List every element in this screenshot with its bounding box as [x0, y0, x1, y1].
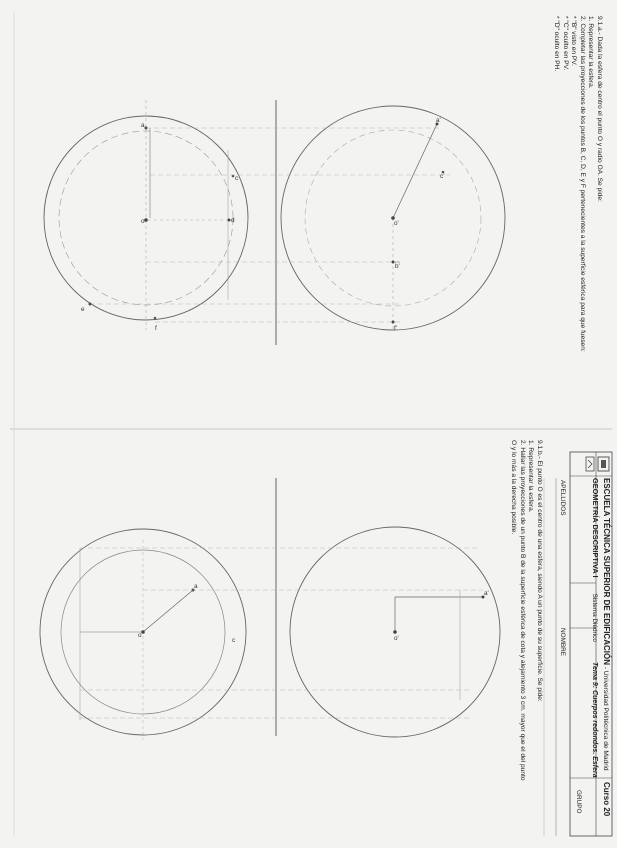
label-c-h: c [235, 175, 239, 182]
label-f-h: f [155, 325, 157, 332]
school-name: ESCUELA TÉCNICA SUPERIOR DE EDIFICACIÓN [602, 478, 611, 665]
topic-name: Tema 9: Cuerpos redondos. Esfera [591, 661, 598, 778]
course-label: Curso 20 [602, 782, 611, 817]
label-f-v: f' [394, 325, 397, 332]
nombre-label: NOMBRE [559, 628, 566, 657]
university-name: - Universidad Politécnica de Madrid [602, 664, 609, 771]
exercise-a-title: 9.1.a.- Dada la esfera de centro el punto O y radio OA. Se pide: [596, 16, 603, 202]
exercise-a-item-2: 2. Completar las proyecciones de los puntos B, C, D, E y F pertenecientes a la superficie esférica para que fuesen: [578, 16, 586, 352]
label-b-a-v: a' [484, 590, 489, 597]
exercise-b-item-2: 2. Hallar las proyecciones de un punto B de la superficie esférica de cota y alejamiento 3 cm. mayor que el del punto [518, 440, 526, 781]
label-a-h: a [141, 122, 145, 129]
exercise-a-item-5: * "D" oculto en PH. [553, 16, 561, 72]
exercise-a-statement [551, 16, 603, 352]
apellidos-label: APELLIDOS [559, 480, 566, 516]
label-b-o-h: o [138, 632, 142, 639]
label-b-a-h: a [194, 583, 198, 590]
exercise-b-item-1: 1. Representar la esfera. [527, 440, 535, 513]
exercise-a-item-3: * "B" visto en PV. [570, 16, 578, 66]
label-c-v: c' [440, 173, 445, 180]
label-d-h: d [231, 217, 235, 224]
label-a-v: a' [436, 117, 441, 124]
label-o-v: o' [394, 220, 399, 227]
label-o-h: o [141, 218, 145, 225]
exercise-a-item-1: 1. Representar la esfera. [587, 16, 595, 89]
label-b-v: b' [395, 263, 400, 270]
exercise-b-statement [509, 440, 543, 781]
header-title-block [589, 478, 611, 778]
grupo-label: GRUPO [575, 790, 582, 814]
subject-name: GEOMETRÍA DESCRIPTIVA I [591, 478, 600, 578]
system-name: Sistema Diédrico [591, 593, 598, 642]
label-b-c-h: c [232, 637, 236, 644]
exercise-b-title: 9.1.b.- El punto O es el centro de una esfera, siendo A un punto de su superficie. Se pide: [536, 440, 543, 702]
exercise-b-item-3: O y lo más a la derecha posible. [510, 440, 518, 535]
label-b-o-v: o' [394, 635, 399, 642]
label-e-h: e [81, 306, 85, 313]
exercise-a-item-4: * "C" oculto en PV. [561, 16, 569, 71]
